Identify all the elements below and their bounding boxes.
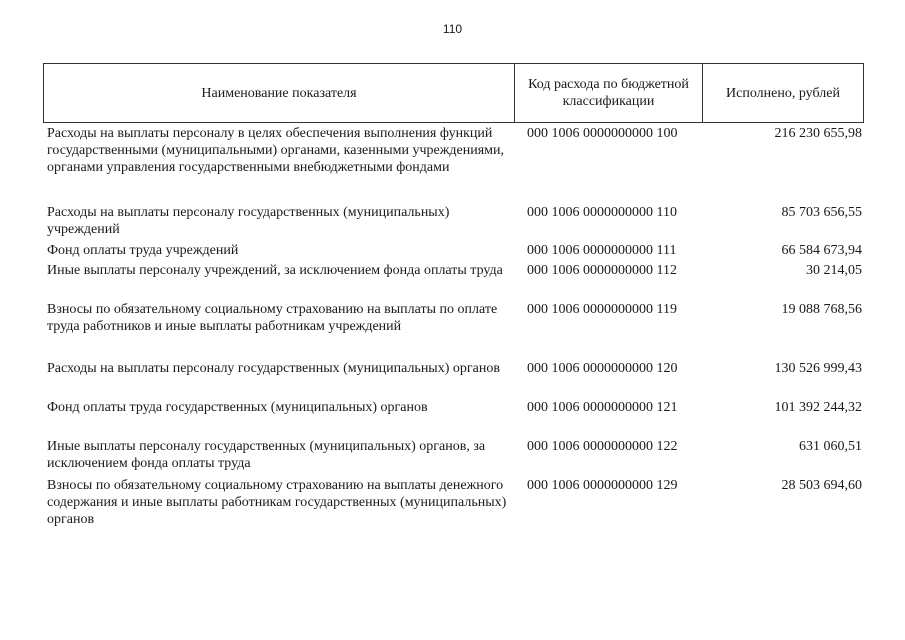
row-name: Взносы по обязательному социальному страхованию на выплаты по оплате труда работников и иные выплаты работникам учреждений	[47, 302, 498, 334]
row-code: 000 1006 0000000000 110	[527, 205, 677, 220]
row-amount: 28 503 694,60	[781, 478, 862, 493]
row-code: 000 1006 0000000000 100	[527, 126, 678, 141]
row-amount: 30 214,05	[806, 263, 862, 278]
page-number: 110	[442, 22, 463, 36]
row-code: 000 1006 0000000000 121	[527, 400, 678, 415]
row-name: Расходы на выплаты персоналу государственных (муниципальных) учреждений	[47, 205, 450, 237]
row-name: Фонд оплаты труда учреждений	[47, 243, 239, 258]
row-code: 000 1006 0000000000 122	[527, 439, 678, 454]
row-name: Расходы на выплаты персоналу государственных (муниципальных) органов	[47, 361, 500, 376]
row-amount: 101 392 244,32	[774, 400, 862, 415]
header-amount: Исполнено, рублей	[726, 85, 840, 101]
table-header	[43, 63, 864, 123]
row-amount: 216 230 655,98	[774, 126, 862, 141]
row-code: 000 1006 0000000000 129	[527, 478, 678, 493]
row-amount: 85 703 656,55	[781, 205, 862, 220]
row-amount: 631 060,51	[799, 439, 862, 454]
row-code: 000 1006 0000000000 120	[527, 361, 678, 376]
row-name: Иные выплаты персоналу учреждений, за исключением фонда оплаты труда	[47, 263, 503, 278]
header-code: Код расхода по бюджетной классификации	[515, 64, 703, 122]
row-name: Расходы на выплаты персоналу в целях обеспечения выполнения функций государственными (муниципальными) органами, казенными учреждениями, органами управления государственными внебюджетными фондами	[47, 126, 504, 175]
row-name: Иные выплаты персоналу государственных (муниципальных) органов, за исключением фонда оплаты труда	[47, 439, 486, 471]
row-name: Взносы по обязательному социальному страхованию на выплаты денежного содержания и иные выплаты работникам государственных (муниципальных) органов	[47, 478, 507, 527]
row-code: 000 1006 0000000000 111	[527, 243, 677, 258]
row-code: 000 1006 0000000000 119	[527, 302, 677, 317]
row-amount: 19 088 768,56	[781, 302, 862, 317]
row-name: Фонд оплаты труда государственных (муниципальных) органов	[47, 400, 428, 415]
row-amount: 66 584 673,94	[781, 243, 862, 258]
header-name: Наименование показателя	[44, 64, 515, 122]
row-amount: 130 526 999,43	[774, 361, 862, 376]
row-code: 000 1006 0000000000 112	[527, 263, 677, 278]
